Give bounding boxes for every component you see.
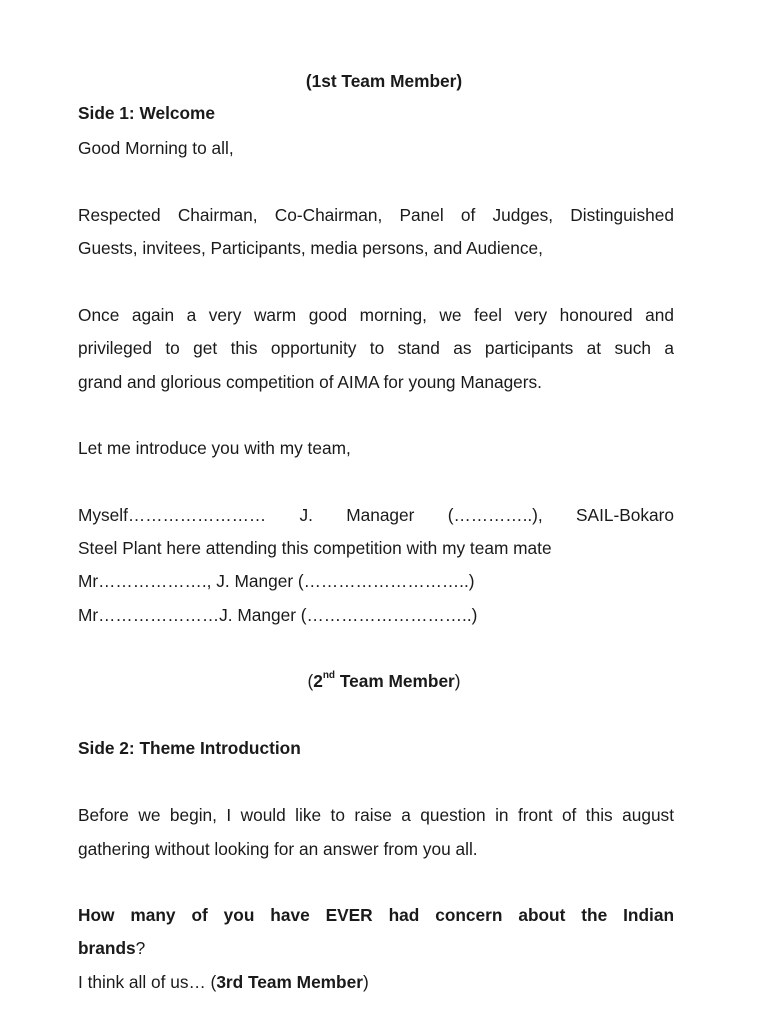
- team-mate-line-2: Mr…………………J. Manger (………………………..): [78, 605, 478, 625]
- greeting-line: Good Morning to all,: [78, 138, 234, 158]
- before-line-2: gathering without looking for an answer from you all.: [78, 839, 478, 859]
- before-line-1: Before we begin, I would like to raise a question in front of this august: [78, 805, 674, 825]
- once-again-line-2: privileged to get this opportunity to stand as participants at such a: [78, 338, 674, 358]
- think-third-member: 3rd Team Member: [216, 972, 363, 992]
- question-line-2: [78, 936, 674, 960]
- think-line: [78, 970, 674, 994]
- myself-line-2: Steel Plant here attending this competition with my team mate: [78, 538, 552, 558]
- introduce-line: Let me introduce you with my team,: [78, 438, 351, 458]
- question-mark: ?: [135, 938, 146, 958]
- heading-number: 2: [313, 671, 323, 691]
- once-again-line-3: grand and glorious competition of AIMA for young Managers.: [78, 372, 542, 392]
- side-2-title: Side 2: Theme Introduction: [78, 738, 301, 758]
- heading-close-paren: ): [454, 671, 461, 691]
- think-suffix: ): [362, 972, 369, 992]
- team-mate-line-1: Mr………………., J. Manger (………………………..): [78, 571, 475, 591]
- respected-line-1: Respected Chairman, Co-Chairman, Panel of Judges, Distinguished: [78, 205, 674, 225]
- heading-label: Team Member: [335, 671, 455, 691]
- heading-open-paren: (: [307, 671, 314, 691]
- side-1-title: Side 1: Welcome: [78, 103, 216, 123]
- heading-ordinal-suffix: nd: [322, 670, 336, 682]
- think-prefix: I think all of us… (: [78, 972, 217, 992]
- heading-second-team-member: [0, 669, 768, 693]
- respected-line-2: Guests, invitees, Participants, media persons, and Audience,: [78, 238, 543, 258]
- question-line-1: How many of you have EVER had concern about the Indian: [78, 905, 674, 925]
- myself-line-1: Myself…………………… J. Manager (…………..), SAIL-Bokaro: [78, 505, 674, 525]
- question-brands: brands: [78, 938, 136, 958]
- once-again-line-1: Once again a very warm good morning, we feel very honoured and: [78, 305, 674, 325]
- heading-first-team-member: (1st Team Member): [305, 71, 463, 91]
